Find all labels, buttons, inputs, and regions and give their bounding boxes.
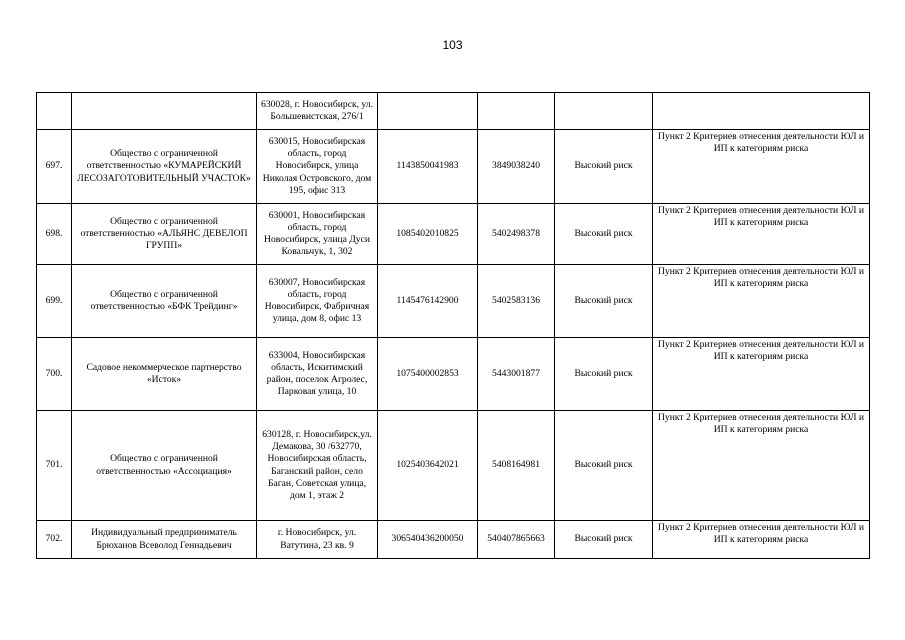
num-cell: 701. — [37, 411, 72, 521]
name-cell: Общество с ограниченной ответственностью «КУМАРЕЙСКИЙ ЛЕСОЗАГОТОВИТЕЛЬНЫЙ УЧАСТОК» — [72, 130, 257, 204]
inn-cell: 540407865663 — [478, 521, 555, 559]
name-cell: Общество с ограниченной ответственностью «АЛЬЯНС ДЕВЕЛОП ГРУПП» — [72, 204, 257, 265]
num-cell: 698. — [37, 204, 72, 265]
risk-cell: Высокий риск — [555, 204, 653, 265]
table-row — [37, 338, 870, 411]
ogrn-cell: 306540436200050 — [378, 521, 478, 559]
address-cell: г. Новосибирск, ул. Ватутина, 23 кв. 9 — [257, 521, 378, 559]
table-row — [37, 204, 870, 265]
name-cell: Общество с ограниченной ответственностью «Ассоциация» — [72, 411, 257, 521]
table-row — [37, 521, 870, 559]
risk-cell: Высокий риск — [555, 338, 653, 411]
risk-cell: Высокий риск — [555, 130, 653, 204]
inn-cell: 5402583136 — [478, 265, 555, 338]
table-row-continuation — [37, 93, 870, 130]
basis-cell: Пункт 2 Критериев отнесения деятельности ЮЛ и ИП к категориям риска — [653, 521, 870, 559]
address-cell: 630128, г. Новосибирск,ул. Демакова, 30 /632770, Новосибирская область, Баганский район, село Баган, Советская улица, дом 1, этаж 2 — [257, 411, 378, 521]
basis-cell — [653, 93, 870, 130]
address-cell: 630007, Новосибирская область, город Новосибирск, Фабричная улица, дом 8, офис 13 — [257, 265, 378, 338]
num-cell — [37, 93, 72, 130]
risk-cell: Высокий риск — [555, 411, 653, 521]
inn-cell: 5408164981 — [478, 411, 555, 521]
address-cell: 630015, Новосибирская область, город Новосибирск, улица Николая Островского, дом 195, офис 313 — [257, 130, 378, 204]
inn-cell — [478, 93, 555, 130]
num-cell: 697. — [37, 130, 72, 204]
risk-cell: Высокий риск — [555, 265, 653, 338]
ogrn-cell: 1143850041983 — [378, 130, 478, 204]
risk-cell: Высокий риск — [555, 521, 653, 559]
table-row — [37, 411, 870, 521]
table-row — [37, 130, 870, 204]
ogrn-cell — [378, 93, 478, 130]
name-cell: Общество с ограниченной ответственностью «БФК Трейдинг» — [72, 265, 257, 338]
address-cell: 630028, г. Новосибирск, ул. Большевистская, 276/1 — [257, 93, 378, 130]
num-cell: 702. — [37, 521, 72, 559]
ogrn-cell: 1025403642021 — [378, 411, 478, 521]
name-cell: Садовое некоммерческое партнерство «Исток» — [72, 338, 257, 411]
basis-cell: Пункт 2 Критериев отнесения деятельности ЮЛ и ИП к категориям риска — [653, 265, 870, 338]
risk-registry-table — [36, 92, 870, 559]
table-row — [37, 265, 870, 338]
ogrn-cell: 1145476142900 — [378, 265, 478, 338]
inn-cell: 3849038240 — [478, 130, 555, 204]
basis-cell: Пункт 2 Критериев отнесения деятельности ЮЛ и ИП к категориям риска — [653, 130, 870, 204]
address-cell: 633004, Новосибирская область, Искитимский район, поселок Агролес, Парковая улица, 10 — [257, 338, 378, 411]
address-cell: 630001, Новосибирская область, город Новосибирск, улица Дуси Ковальчук, 1, 302 — [257, 204, 378, 265]
ogrn-cell: 1075400002853 — [378, 338, 478, 411]
name-cell — [72, 93, 257, 130]
ogrn-cell: 1085402010825 — [378, 204, 478, 265]
risk-cell — [555, 93, 653, 130]
inn-cell: 5402498378 — [478, 204, 555, 265]
num-cell: 700. — [37, 338, 72, 411]
num-cell: 699. — [37, 265, 72, 338]
basis-cell: Пункт 2 Критериев отнесения деятельности ЮЛ и ИП к категориям риска — [653, 411, 870, 521]
name-cell: Индивидуальный предприниматель Брюханов Всеволод Геннадьевич — [72, 521, 257, 559]
basis-cell: Пункт 2 Критериев отнесения деятельности ЮЛ и ИП к категориям риска — [653, 338, 870, 411]
basis-cell: Пункт 2 Критериев отнесения деятельности ЮЛ и ИП к категориям риска — [653, 204, 870, 265]
page-number: 103 — [442, 38, 463, 52]
inn-cell: 5443001877 — [478, 338, 555, 411]
